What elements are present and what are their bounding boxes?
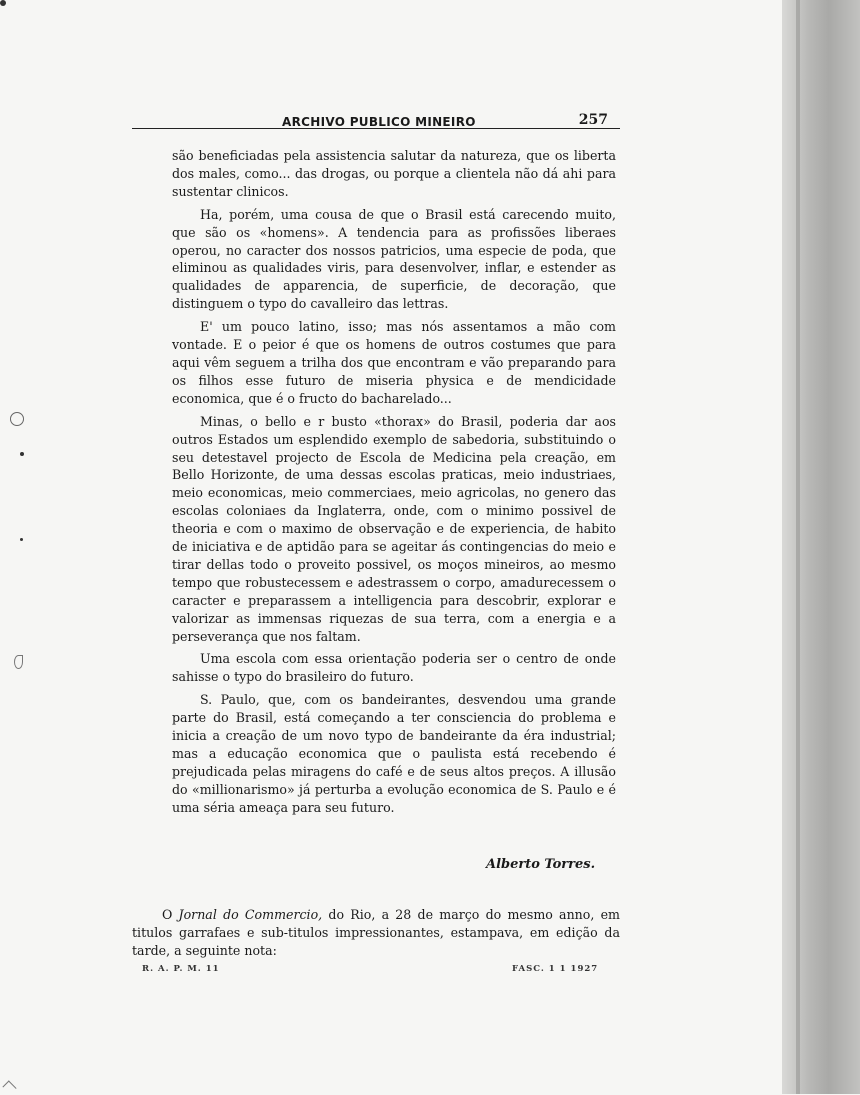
running-header (132, 112, 620, 134)
paragraph: S. Paulo, que, com os bandeirantes, desvendou uma grande parte do Brasil, está começando a ter consciencia do problema e inicia a creação de um novo typo de bandeirante da éra industrial; mas a educação economica que o paulista está recebendo é prejudicada pelas miragens do café e de seus altos preços. A illusão do «millionarismo» já perturba a evolução economica de S. Paulo e é uma séria ameaça para seu futuro. (172, 692, 616, 815)
closing-text: O Jornal do Commercio, do Rio, a 28 de março do mesmo anno, em titulos garrafaes e sub-titulos impressionantes, estampava, em edição da tarde, a seguinte nota: (132, 907, 620, 958)
scan-speck (0, 0, 6, 6)
journal-name: Jornal do Commercio, (178, 907, 323, 922)
running-head-title: ARCHIVO PUBLICO MINEIRO (282, 115, 476, 129)
margin-corner-mark (2, 1080, 16, 1094)
scan-speck (20, 452, 24, 456)
closing-text-rest: do Rio, a 28 de março do mesmo anno, em titulos garrafaes e sub-titulos impressionantes, estampava, em edição da tarde, a seguinte nota: (132, 907, 620, 958)
scan-speck (20, 538, 23, 541)
paragraph: Ha, porém, uma cousa de que o Brasil está carecendo muito, que são os «homens». A tendencia para as profissões liberaes operou, no caracter dos nossos patricios, uma especie de poda, que eliminou as qualidades viris, para desenvolver, inflar, e estender as qualidades de apparencia, de superficie, de decoração, que distinguem o typo do cavalleiro das lettras. (172, 206, 616, 312)
paragraph: Uma escola com essa orientação poderia ser o centro de onde sahisse o typo do brasileiro do futuro. (172, 651, 616, 685)
page-number: 257 (578, 112, 608, 128)
article-body (172, 147, 616, 822)
author-signature: Alberto Torres. (486, 857, 596, 872)
footer-signature-left: R. A. P. M. 11 (142, 964, 220, 974)
margin-hook-mark (14, 655, 23, 669)
header-rule (132, 128, 620, 129)
closing-paragraph (132, 906, 620, 960)
paragraph: Minas, o bello e r busto «thorax» do Brasil, poderia dar aos outros Estados um esplendido exemplo de sabedoria, substituindo o seu detestavel projecto de Escola de Medicina pela creação, em Bello Horizonte, de uma dessas escolas praticas, meio industriaes, meio economicas, meio commerciaes, meio agricolas, no genero das escolas coloniaes da Inglaterra, onde, com o minimo possivel de theoria e com o maximo de observação e de experiencia, de habito de iniciativa e de aptidão para se ageitar ás contingencias do meio e tirar dellas todo o proveito possivel, os moços mineiros, ao mesmo tempo que robustecessem e adestrassem o corpo, amadurecessem o caracter e preparassem a intelligencia para descobrir, explorar e valorizar as immensas riquezas de sua terra, com a energia e a perseverança que nos faltam. (172, 413, 616, 644)
paragraph: são beneficiadas pela assistencia salutar da natureza, que os liberta dos males, como... das drogas, ou porque a clientela não dá ahi para sustentar clinicos. (172, 148, 616, 199)
page-edge-line (796, 0, 800, 1094)
footer-signature-right: FASC. 1 1 1927 (512, 964, 599, 974)
paragraph: E' um pouco latino, isso; mas nós assentamos a mão com vontade. E o peior é que os homens de outros costumes que para aqui vêm seguem a trilha dos que encontram e vão preparando para os filhos esse futuro de miseria physica e de mendicidade economica, que é o fructo do bacharelado... (172, 319, 616, 406)
margin-ring-mark (10, 412, 24, 426)
page-edge-shadow (782, 0, 860, 1094)
